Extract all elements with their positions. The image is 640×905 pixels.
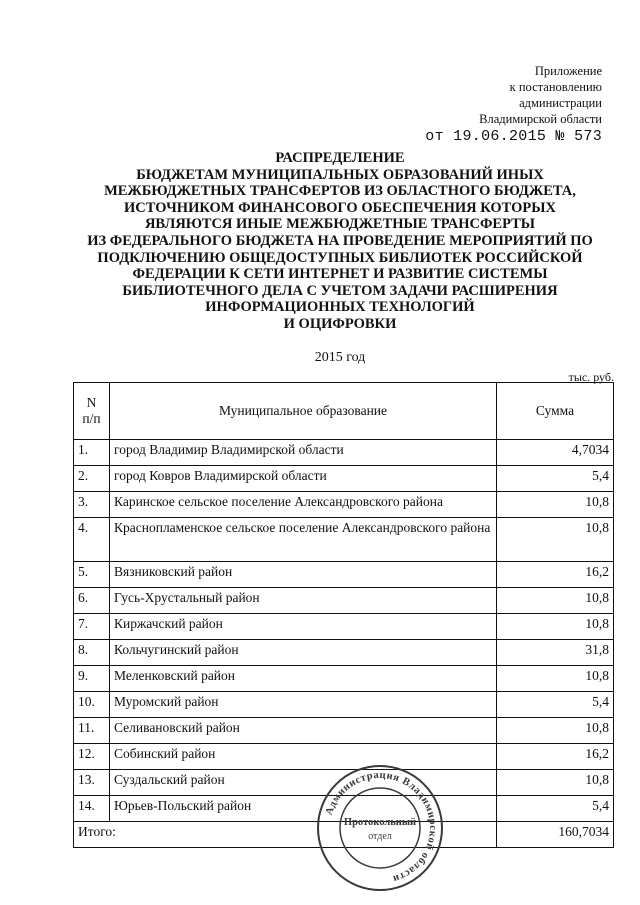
seal-stamp (315, 763, 445, 893)
row-num: 10. (74, 692, 110, 718)
row-name: Юрьев-Польский район (110, 796, 497, 822)
title-line: МЕЖБЮДЖЕТНЫХ ТРАНСФЕРТОВ ИЗ ОБЛАСТНОГО БЮДЖЕТА, (104, 183, 576, 200)
title-line: ИЗ ФЕДЕРАЛЬНОГО БЮДЖЕТА НА ПРОВЕДЕНИЕ МЕРОПРИЯТИЙ ПО (87, 232, 593, 249)
row-num: 6. (74, 588, 110, 614)
row-name: Суздальский район (110, 770, 497, 796)
row-num: 14. (74, 796, 110, 822)
title-line: И ОЦИФРОВКИ (283, 315, 397, 332)
row-name: Киржачский район (110, 614, 497, 640)
row-num: 2. (74, 466, 110, 492)
row-num: 12. (74, 744, 110, 770)
table-row (74, 492, 614, 518)
table-row (74, 614, 614, 640)
row-sum: 5,4 (497, 692, 614, 718)
header-num-line: п/п (82, 411, 101, 426)
row-name: Кольчугинский район (110, 640, 497, 666)
header-num (74, 383, 110, 440)
title-line: БИБЛИОТЕЧНОГО ДЕЛА С УЧЕТОМ ЗАДАЧИ РАСШИРЕНИЯ (122, 282, 558, 299)
row-sum: 31,8 (497, 640, 614, 666)
row-num: 3. (74, 492, 110, 518)
row-sum: 16,2 (497, 744, 614, 770)
table-row (74, 518, 614, 562)
row-num: 13. (74, 770, 110, 796)
row-sum: 5,4 (497, 466, 614, 492)
table-row (74, 692, 614, 718)
row-num: 5. (74, 562, 110, 588)
row-name: Собинский район (110, 744, 497, 770)
row-sum: 16,2 (497, 562, 614, 588)
appendix-line: Приложение (534, 64, 602, 78)
title-line: ИСТОЧНИКОМ ФИНАНСОВОГО ОБЕСПЕЧЕНИЯ КОТОРЫХ (124, 199, 556, 216)
row-name: Муромский район (110, 692, 497, 718)
row-sum: 10,8 (497, 518, 614, 562)
stamp-center-line: Протокольный (343, 817, 417, 828)
title-line: ПОДКЛЮЧЕНИЮ ОБЩЕДОСТУПНЫХ БИБЛИОТЕК РОССИЙСКОЙ (97, 249, 583, 266)
header-name: Муниципальное образование (110, 383, 497, 440)
stamp-ring-text: Администрация Владимирской области (323, 769, 439, 885)
row-name: Гусь-Хрустальный район (110, 588, 497, 614)
stamp-inner-ring (340, 788, 420, 868)
row-num: 1. (74, 440, 110, 466)
row-name: Краснопламенское сельское поселение Александровского района (110, 518, 497, 562)
row-num: 9. (74, 666, 110, 692)
table-row (74, 718, 614, 744)
stamp-outer-ring (318, 766, 442, 890)
header-sum: Сумма (497, 383, 614, 440)
appendix-line: к постановлению (509, 80, 602, 94)
table-row (74, 666, 614, 692)
row-num: 7. (74, 614, 110, 640)
header-num-line: N (86, 395, 97, 410)
row-num: 8. (74, 640, 110, 666)
total-sum: 160,7034 (497, 822, 614, 848)
table-header-row (74, 383, 614, 440)
row-sum: 10,8 (497, 718, 614, 744)
appendix-block (425, 63, 602, 145)
row-sum: 10,8 (497, 614, 614, 640)
title-line: БЮДЖЕТАМ МУНИЦИПАЛЬНЫХ ОБРАЗОВАНИЙ ИНЫХ (136, 166, 544, 183)
table-row (74, 588, 614, 614)
table-row (74, 562, 614, 588)
document-title (60, 150, 620, 333)
row-name: Меленковский район (110, 666, 497, 692)
total-label: Итого: (74, 822, 497, 848)
appendix-date: от 19.06.2015 № 573 (425, 128, 602, 145)
table-row (74, 466, 614, 492)
row-name: Каринское сельское поселение Александровского района (110, 492, 497, 518)
row-sum: 5,4 (497, 796, 614, 822)
title-line: РАСПРЕДЕЛЕНИЕ (275, 150, 405, 166)
table-row (74, 640, 614, 666)
row-sum: 10,8 (497, 770, 614, 796)
appendix-line: администрации (519, 96, 602, 110)
stamp-center-line: отдел (368, 831, 392, 842)
appendix-line: Владимирской области (479, 112, 602, 126)
title-line: ЯВЛЯЮТСЯ ИНЫЕ МЕЖБЮДЖЕТНЫЕ ТРАНСФЕРТЫ (144, 216, 536, 233)
row-name: Вязниковский район (110, 562, 497, 588)
year-label: 2015 год (314, 350, 366, 365)
row-sum: 10,8 (497, 588, 614, 614)
row-name: Селивановский район (110, 718, 497, 744)
units-label: тыс. руб. (568, 370, 614, 384)
row-sum: 10,8 (497, 492, 614, 518)
row-name: город Владимир Владимирской области (110, 440, 497, 466)
row-sum: 4,7034 (497, 440, 614, 466)
row-num: 4. (74, 518, 110, 562)
row-num: 11. (74, 718, 110, 744)
table-row (74, 440, 614, 466)
title-line: ФЕДЕРАЦИИ К СЕТИ ИНТЕРНЕТ И РАЗВИТИЕ СИСТЕМЫ (132, 266, 548, 283)
title-line: ИНФОРМАЦИОННЫХ ТЕХНОЛОГИЙ (205, 299, 475, 316)
row-name: город Ковров Владимирской области (110, 466, 497, 492)
row-sum: 10,8 (497, 666, 614, 692)
